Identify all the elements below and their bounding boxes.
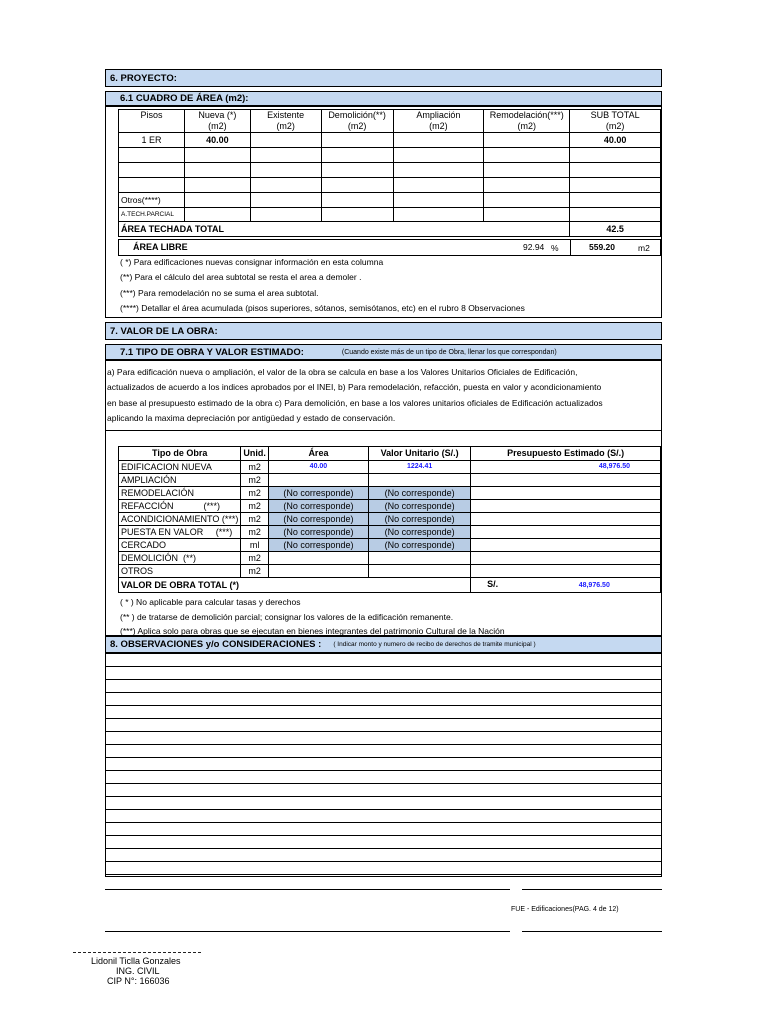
area-cell[interactable] bbox=[484, 163, 570, 178]
area-cell[interactable] bbox=[184, 178, 250, 193]
area-cell[interactable] bbox=[250, 208, 321, 222]
valor-unitario-cell[interactable] bbox=[369, 552, 471, 565]
valor-tipo-cell: CERCADO bbox=[119, 539, 241, 552]
observaciones-box[interactable] bbox=[105, 653, 662, 877]
valor-area-cell[interactable]: (No corresponde) bbox=[268, 539, 368, 552]
footer-page: FUE - Edificaciones(PAG. 4 de 12) bbox=[511, 906, 619, 913]
area-cell[interactable] bbox=[119, 148, 185, 163]
area-libre-percent: 92.94 bbox=[523, 242, 545, 252]
area-cell[interactable] bbox=[184, 163, 250, 178]
valor-unid-cell: m2 bbox=[241, 513, 269, 526]
signature-title: ING. CIVIL bbox=[116, 966, 160, 976]
area-cell[interactable] bbox=[570, 148, 661, 163]
area-cell[interactable] bbox=[321, 148, 393, 163]
valor-tipo-cell: PUESTA EN VALOR (***) bbox=[119, 526, 241, 539]
area-cell[interactable] bbox=[570, 163, 661, 178]
valor-col-tipo: Tipo de Obra bbox=[119, 447, 241, 461]
valor-col-unitario: Valor Unitario (S/.) bbox=[369, 447, 471, 461]
valor-total-label: VALOR DE OBRA TOTAL (*) bbox=[119, 578, 471, 593]
area-libre-row bbox=[118, 239, 661, 256]
area-cell[interactable] bbox=[484, 193, 570, 208]
note-7-3: (***) Aplica solo para obras que se ejecutan en bienes integrantes del patrimonio Cultural de la Nación bbox=[120, 626, 505, 636]
valor-row bbox=[119, 487, 661, 500]
valor-tipo-cell: AMPLIACIÓN bbox=[119, 474, 241, 487]
valor-area-cell[interactable]: (No corresponde) bbox=[268, 513, 368, 526]
valor-table bbox=[118, 446, 661, 593]
section-8-note: ( Indicar monto y numero de recibo de derechos de tramite municipal ) bbox=[333, 641, 536, 648]
area-cell[interactable] bbox=[184, 208, 250, 222]
area-cell[interactable] bbox=[570, 178, 661, 193]
area-col-pisos: Pisos bbox=[119, 110, 185, 133]
section-8-header bbox=[105, 636, 662, 653]
area-col-subtotal: SUB TOTAL (m2) bbox=[570, 110, 661, 133]
valor-unid-cell: m2 bbox=[241, 474, 269, 487]
area-libre-unit: m2 bbox=[638, 243, 650, 253]
valor-tipo-cell: EDIFICACION NUEVA bbox=[119, 461, 241, 474]
area-otros-label: Otros(****) bbox=[119, 193, 185, 208]
area-libre-value: 559.20 bbox=[589, 242, 615, 252]
area-col-existente: Existente (m2) bbox=[250, 110, 321, 133]
valor-area-cell[interactable]: (No corresponde) bbox=[268, 500, 368, 513]
area-cell[interactable] bbox=[321, 163, 393, 178]
area-col-demolicion: Demolición(**) (m2) bbox=[321, 110, 393, 133]
section-6-header bbox=[105, 69, 662, 87]
observaciones-line bbox=[105, 731, 662, 732]
valor-presupuesto-cell[interactable] bbox=[471, 487, 661, 500]
area-otros-row bbox=[119, 193, 661, 208]
section-7-title: 7. VALOR DE LA OBRA: bbox=[110, 325, 218, 337]
observaciones-line bbox=[105, 705, 662, 706]
observaciones-line bbox=[105, 718, 662, 719]
valor-unid-cell: m2 bbox=[241, 565, 269, 578]
area-table bbox=[118, 109, 661, 237]
valor-unitario-cell[interactable] bbox=[369, 474, 471, 487]
valor-unid-cell: m2 bbox=[241, 487, 269, 500]
observaciones-line bbox=[105, 770, 662, 771]
valor-paragraph-line: actualizados de acuerdo a los indices aprobados por el INEI, b) Para remodelación, refacción, puesta en valor y acondicionamiento bbox=[107, 382, 602, 392]
observaciones-line bbox=[105, 861, 662, 862]
valor-area-cell[interactable]: (No corresponde) bbox=[268, 526, 368, 539]
paragraph-divider bbox=[105, 430, 662, 431]
valor-unitario-cell[interactable]: (No corresponde) bbox=[369, 513, 471, 526]
area-row bbox=[119, 133, 661, 148]
area-cell[interactable] bbox=[184, 148, 250, 163]
valor-row bbox=[119, 500, 661, 513]
observaciones-line bbox=[105, 757, 662, 758]
section-7-1-note: (Cuando existe más de un tipo de Obra, llenar los que correspondan) bbox=[341, 348, 557, 356]
valor-total-value: 48,976.50 bbox=[578, 582, 610, 589]
valor-area-cell[interactable]: 40.00 bbox=[268, 461, 368, 474]
observaciones-line bbox=[105, 822, 662, 823]
valor-tipo-cell: ACONDICIONAMIENTO (***) bbox=[119, 513, 241, 526]
area-subtotal-cell: 40.00 bbox=[570, 133, 661, 148]
area-atech-row bbox=[119, 208, 661, 222]
note-7-1: ( * ) No aplicable para calcular tasas y derechos bbox=[120, 597, 301, 607]
valor-total-row bbox=[119, 578, 661, 593]
valor-unitario-cell[interactable]: (No corresponde) bbox=[369, 487, 471, 500]
area-total-value: 42.5 bbox=[570, 222, 661, 237]
valor-row bbox=[119, 526, 661, 539]
observaciones-line bbox=[105, 809, 662, 810]
valor-area-cell[interactable] bbox=[268, 565, 368, 578]
valor-paragraph-line: en base al presupuesto estimado de la obra c) Para demolición, en base a los valores unitarios oficiales de Edificación actualizados bbox=[107, 398, 603, 408]
observaciones-line bbox=[105, 835, 662, 836]
signature-cip: CIP N°: 166036 bbox=[107, 976, 170, 986]
area-cell[interactable] bbox=[250, 148, 321, 163]
valor-presupuesto-cell[interactable] bbox=[471, 474, 661, 487]
valor-col-presupuesto: Presupuesto Estimado (S/.) bbox=[471, 447, 661, 461]
valor-unid-cell: m2 bbox=[241, 500, 269, 513]
valor-area-cell[interactable] bbox=[268, 552, 368, 565]
valor-col-area: Área bbox=[268, 447, 368, 461]
valor-row bbox=[119, 513, 661, 526]
valor-area-cell[interactable]: (No corresponde) bbox=[268, 487, 368, 500]
area-row bbox=[119, 178, 661, 193]
area-piso-cell: 1 ER bbox=[119, 133, 185, 148]
valor-presupuesto-cell[interactable] bbox=[471, 526, 661, 539]
area-total-row bbox=[119, 222, 661, 237]
observaciones-line bbox=[105, 783, 662, 784]
signature-name: Lidonil Ticlla Gonzales bbox=[91, 956, 181, 966]
valor-tipo-cell: DEMOLICIÓN (**) bbox=[119, 552, 241, 565]
footer-line bbox=[105, 931, 510, 932]
section-7-header bbox=[105, 322, 662, 340]
observaciones-line bbox=[105, 692, 662, 693]
area-cell[interactable] bbox=[119, 163, 185, 178]
area-row bbox=[119, 148, 661, 163]
valor-col-unid: Unid. bbox=[241, 447, 269, 461]
area-ampliacion-cell[interactable] bbox=[393, 133, 484, 148]
area-cell[interactable] bbox=[321, 193, 393, 208]
area-cell[interactable] bbox=[393, 178, 484, 193]
valor-tipo-cell: REFACCIÓN (***) bbox=[119, 500, 241, 513]
valor-row bbox=[119, 461, 661, 474]
area-remodelacion-cell[interactable] bbox=[484, 133, 570, 148]
area-libre-percent-symbol: % bbox=[551, 243, 559, 253]
area-cell[interactable] bbox=[250, 163, 321, 178]
area-row bbox=[119, 163, 661, 178]
valor-unitario-cell[interactable]: (No corresponde) bbox=[369, 526, 471, 539]
valor-unitario-cell[interactable] bbox=[369, 565, 471, 578]
valor-unid-cell: m2 bbox=[241, 526, 269, 539]
valor-presupuesto-cell[interactable] bbox=[471, 552, 661, 565]
area-header-row bbox=[119, 110, 661, 133]
valor-tipo-cell: REMODELACIÓN bbox=[119, 487, 241, 500]
area-col-nueva: Nueva (*) (m2) bbox=[184, 110, 250, 133]
valor-presupuesto-cell[interactable]: 48,976.50 bbox=[471, 461, 661, 474]
valor-tipo-cell: OTROS bbox=[119, 565, 241, 578]
valor-row bbox=[119, 539, 661, 552]
valor-total-cell bbox=[471, 578, 661, 593]
area-cell[interactable] bbox=[570, 208, 661, 222]
valor-row bbox=[119, 474, 661, 487]
area-cell[interactable] bbox=[321, 178, 393, 193]
area-cell[interactable] bbox=[184, 193, 250, 208]
valor-unid-cell: m2 bbox=[241, 552, 269, 565]
observaciones-line bbox=[105, 848, 662, 849]
section-8-title: 8. OBSERVACIONES y/o CONSIDERACIONES : bbox=[110, 639, 322, 650]
area-cell[interactable] bbox=[321, 208, 393, 222]
valor-presupuesto-cell[interactable] bbox=[471, 513, 661, 526]
section-6-title: 6. PROYECTO: bbox=[110, 72, 177, 84]
valor-paragraph-line: a) Para edificación nueva o ampliación, el valor de la obra se calcula en base a los Valores Unitarios Oficiales de Edificación, bbox=[107, 367, 578, 377]
area-existente-cell[interactable] bbox=[250, 133, 321, 148]
area-libre-label: ÁREA LIBRE bbox=[133, 242, 188, 252]
area-demolicion-cell[interactable] bbox=[321, 133, 393, 148]
note-6-1: ( *) Para edificaciones nuevas consignar información en esta columna bbox=[120, 257, 384, 267]
area-cell[interactable] bbox=[393, 148, 484, 163]
area-cell[interactable] bbox=[250, 178, 321, 193]
valor-row bbox=[119, 565, 661, 578]
section-6-1-title: 6.1 CUADRO DE ÁREA (m2): bbox=[120, 93, 249, 104]
valor-presupuesto-cell[interactable] bbox=[471, 565, 661, 578]
area-nueva-cell[interactable]: 40.00 bbox=[184, 133, 250, 148]
section-7-1-header bbox=[105, 344, 662, 360]
area-cell[interactable] bbox=[484, 208, 570, 222]
observaciones-line bbox=[105, 796, 662, 797]
note-6-2: (**) Para el cálculo del area subtotal se resta el area a demoler . bbox=[120, 272, 362, 282]
observaciones-line bbox=[105, 874, 662, 875]
footer-line bbox=[522, 931, 662, 932]
area-col-ampliacion: Ampliación (m2) bbox=[393, 110, 484, 133]
note-7-2: (** ) de tratarse de demolición parcial; consignar los valores de la edificación remanente. bbox=[120, 612, 454, 622]
area-cell[interactable] bbox=[484, 148, 570, 163]
valor-unitario-cell[interactable]: 1224.41 bbox=[369, 461, 471, 474]
valor-unitario-cell[interactable]: (No corresponde) bbox=[369, 500, 471, 513]
valor-unitario-cell[interactable]: (No corresponde) bbox=[369, 539, 471, 552]
observaciones-line bbox=[105, 744, 662, 745]
valor-row bbox=[119, 552, 661, 565]
area-cell[interactable] bbox=[484, 178, 570, 193]
area-cell[interactable] bbox=[250, 193, 321, 208]
valor-area-cell[interactable] bbox=[268, 474, 368, 487]
area-cell[interactable] bbox=[393, 208, 484, 222]
valor-presupuesto-cell[interactable] bbox=[471, 500, 661, 513]
area-libre-divider bbox=[570, 239, 571, 256]
area-col-remodelacion: Remodelación(***) (m2) bbox=[484, 110, 570, 133]
note-6-4: (****) Detallar el área acumulada (pisos superiores, sótanos, semisótanos, etc) en el rubro 8 Observaciones bbox=[120, 303, 525, 313]
valor-unid-cell: ml bbox=[241, 539, 269, 552]
area-cell[interactable] bbox=[119, 178, 185, 193]
valor-presupuesto-cell[interactable] bbox=[471, 539, 661, 552]
observaciones-line bbox=[105, 666, 662, 667]
footer-line bbox=[522, 889, 662, 890]
valor-unid-cell: m2 bbox=[241, 461, 269, 474]
observaciones-line bbox=[105, 679, 662, 680]
area-atech-label: A.TECH.PARCIAL bbox=[119, 208, 185, 222]
valor-paragraph-line: aplicando la maxima depreciación por antigüedad y estado de conservación. bbox=[107, 413, 396, 423]
area-cell[interactable] bbox=[393, 193, 484, 208]
area-cell[interactable] bbox=[393, 163, 484, 178]
note-6-3: (***) Para remodelación no se suma el area subtotal. bbox=[120, 288, 319, 298]
signature-dashes bbox=[73, 952, 201, 953]
area-total-label: ÁREA TECHADA TOTAL bbox=[119, 222, 570, 237]
footer-line bbox=[105, 889, 510, 890]
valor-header-row bbox=[119, 447, 661, 461]
section-6-1-header bbox=[105, 91, 662, 106]
valor-total-currency: S/. bbox=[487, 579, 499, 589]
area-cell[interactable] bbox=[570, 193, 661, 208]
section-7-1-title: 7.1 TIPO DE OBRA Y VALOR ESTIMADO: bbox=[120, 346, 304, 358]
